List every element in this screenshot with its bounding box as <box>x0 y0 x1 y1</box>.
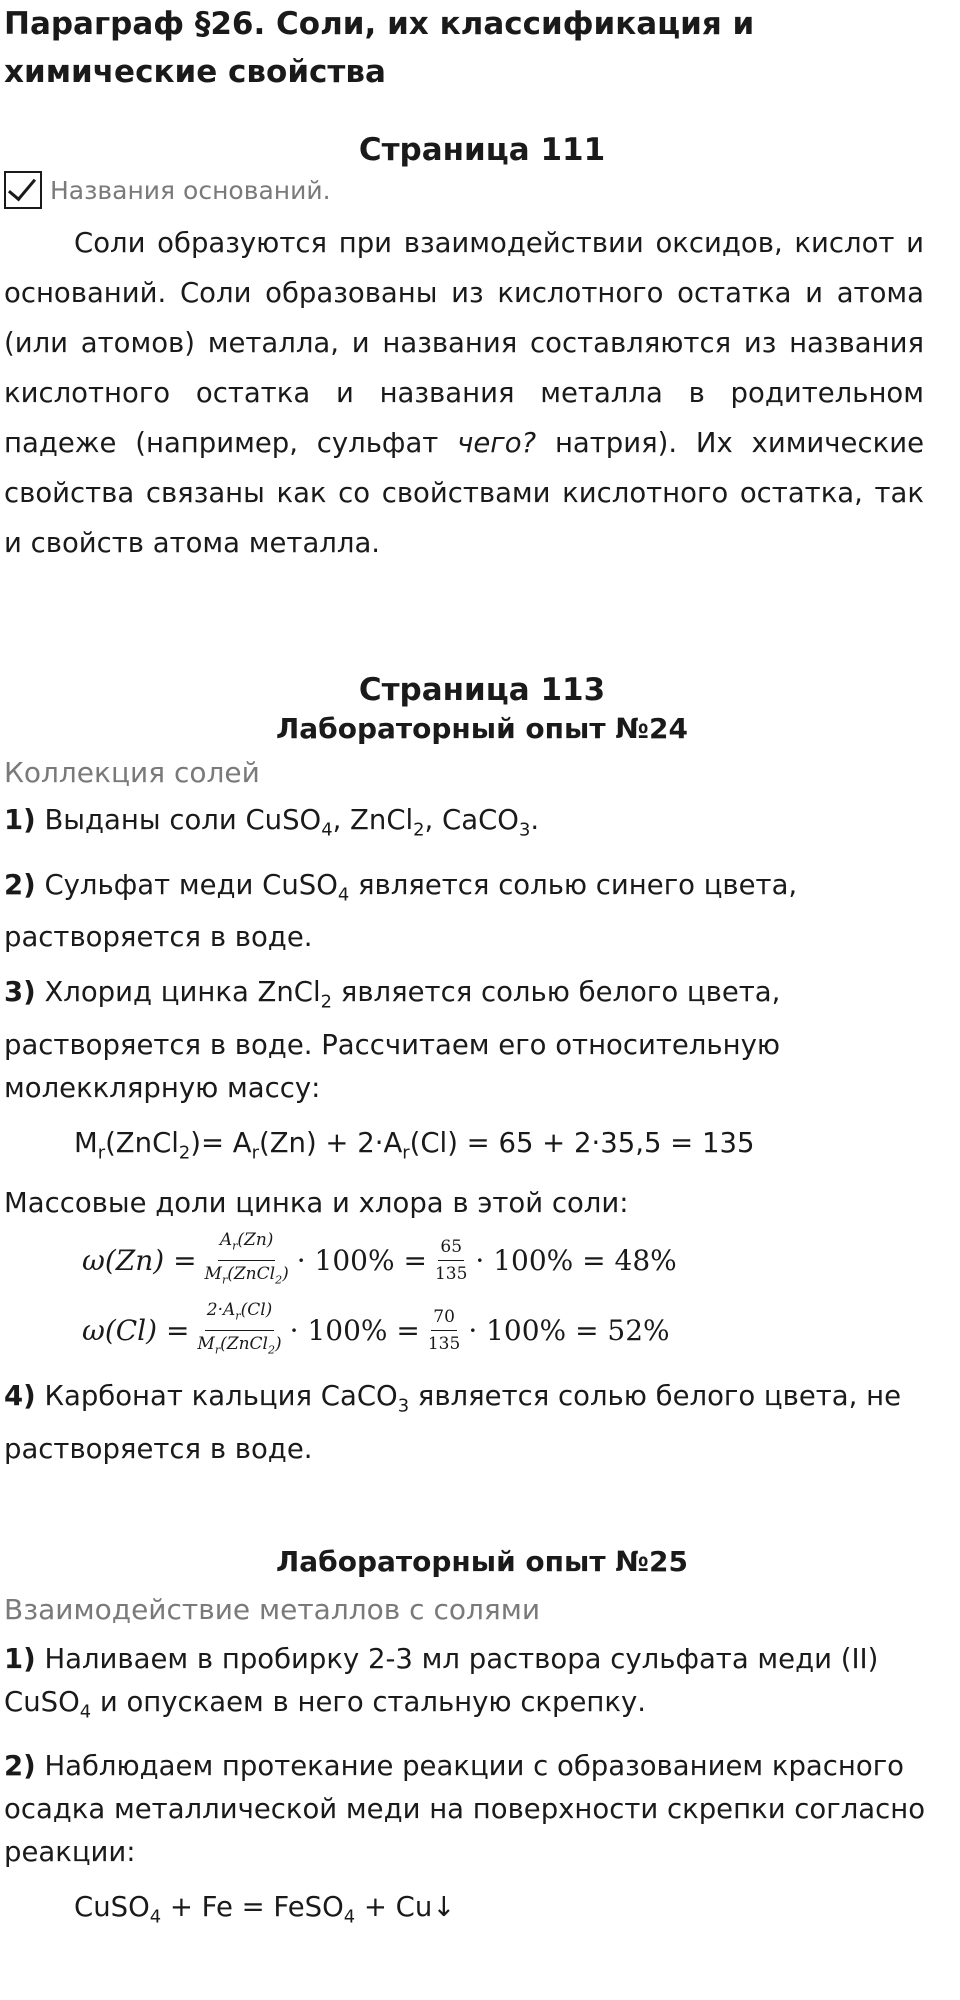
lab-25-item-2: 2) Наблюдаем протекание реакции с образованием красного осадка металлической меди на поверхности скрепки согласно реакции: <box>4 1750 926 1868</box>
page-111-heading: Страница 111 <box>358 132 606 168</box>
mass-fractions-label: Массовые доли цинка и хлора в этой соли: <box>4 1187 629 1219</box>
reaction-equation: CuSO$_4$ + Fe = FeSO$_4$ + Cu↓ <box>74 1891 456 1928</box>
lab-24-heading: Лабораторный опыт №24 <box>276 712 688 745</box>
lab-25-heading: Лабораторный опыт №25 <box>276 1544 688 1578</box>
molar-mass-formula: $M_r(ZnCl_2)= A_r(Zn) + 2\cdot A_r(Cl) = 65 + 2\cdot 35,5 = 135$ <box>74 1126 755 1163</box>
lab-25-subtitle: Взаимодействие металлов с солями <box>4 1592 541 1626</box>
page-113-heading: Страница 113 <box>358 672 606 708</box>
lab-24-item-2: 2) Сульфат меди CuSO$_4$ является солью синего цвета, растворяется в воде. <box>4 868 798 953</box>
lab-24-subtitle: Коллекция солей <box>4 756 260 789</box>
omega-cl-formula: ω(Cl) = $\frac{2\cdot A_r(Cl)}{M_r(ZnCl_2)}$ · 100% = $\frac{70}{135}$ · 100% = 52% <box>82 1300 670 1356</box>
check-label: Названия оснований. <box>50 175 331 205</box>
omega-zn-formula: ω(Zn) = $\frac{A_r(Zn)}{M_r(ZnCl_2)}$ · 100% = $\frac{65}{135}$ · 100% = 48% <box>82 1230 677 1286</box>
lab-24-item-4: 4) Карбонат кальция CaCO$_3$ является солью белого цвета, не растворяется в воде. <box>4 1380 902 1465</box>
page-111-paragraph: Соли образуются при взаимодействии оксидов, кислот и оснований. Соли образованы из кислотного остатка и атома (или атомов) металла, и названия составляются из названия кислотного остатка и названия металла в родительном падеже (например, сульфат чего? натрия). Их химические свойства связаны как со свойствами кислотного остатка, так и свойств атома металла. <box>4 227 924 559</box>
checklist-item <box>4 170 960 210</box>
lab-24-item-1: 1) Выданы соли CuSO$_4$, ZnCl$_2$, CaCO$_3$. <box>4 804 540 841</box>
checkbox-checked-icon <box>4 171 42 209</box>
lab-25-item-1: 1) Наливаем в пробирку 2-3 мл раствора сульфата меди (II) CuSO$_4$ и опускаем в него стальную скрепку. <box>4 1642 879 1722</box>
lab-24-item-3: 3) Хлорид цинка ZnCl$_2$ является солью белого цвета, растворяется в воде. Рассчитаем его относительную молекклярную массу: <box>4 976 781 1104</box>
page-title: Параграф §26. Соли, их классификация и химические свойства <box>4 6 755 90</box>
